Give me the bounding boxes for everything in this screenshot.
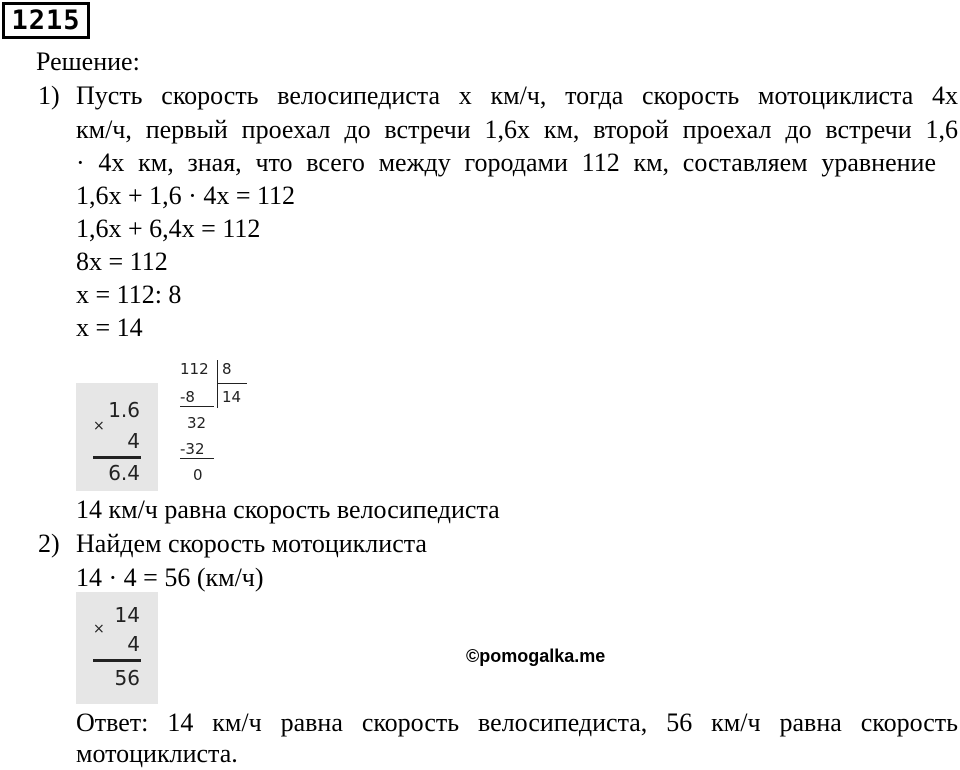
division-vertical-line: [217, 360, 218, 408]
equation-line: 1,6х + 1,6 · 4х = 112: [76, 181, 296, 210]
equation-line: х = 112: 8: [76, 280, 182, 309]
step1-marker: 1): [38, 81, 60, 110]
division-horizontal-line: [217, 383, 247, 384]
remainder: 32: [187, 414, 207, 432]
multiplication-block: [76, 592, 158, 704]
divisor: 8: [222, 360, 232, 378]
step1-paragraph-line: км/ч, первый проехал до встречи 1,6х км, второй проехал до встречи 1,6: [76, 115, 958, 144]
multiply-sign: ×: [93, 418, 105, 434]
step2-equation: 14 · 4 = 56 (км/ч): [76, 563, 264, 592]
quotient: 14: [222, 388, 242, 406]
remainder: 0: [193, 466, 203, 484]
dividend: 112: [180, 360, 209, 378]
multiplier: 4: [127, 632, 140, 656]
multiplication-block: [76, 383, 158, 491]
multiplicand: 1.6: [108, 398, 140, 422]
multiplier: 4: [127, 429, 140, 453]
problem-number: 1215: [11, 5, 81, 36]
subtrahend: -8: [180, 388, 214, 407]
step1-paragraph-line: · 4х км, зная, что всего между городами 112 км, составляем уравнение: [76, 148, 936, 177]
subtrahend: -32: [180, 440, 214, 459]
answer-line: мотоциклиста.: [76, 739, 238, 768]
result-line: [93, 659, 141, 662]
answer-line: Ответ: 14 км/ч равна скорость велосипедиста, 56 км/ч равна скорость: [76, 708, 958, 737]
step2-marker: 2): [38, 529, 60, 558]
product: 56: [114, 666, 140, 690]
watermark: ©pomogalka.me: [466, 646, 606, 666]
equation-line: х = 14: [76, 313, 143, 342]
step1-conclusion: 14 км/ч равна скорость велосипедиста: [76, 495, 500, 524]
equation-line: 1,6х + 6,4х = 112: [76, 214, 261, 243]
solution-heading: Решение:: [36, 47, 140, 76]
product: 6.4: [108, 461, 140, 485]
multiplicand: 14: [114, 603, 140, 627]
equation-line: 8х = 112: [76, 247, 168, 276]
multiply-sign: ×: [93, 621, 105, 637]
result-line: [93, 456, 141, 459]
problem-number-box: [2, 2, 90, 39]
step2-title: Найдем скорость мотоциклиста: [76, 529, 427, 558]
step1-paragraph-line: Пусть скорость велосипедиста х км/ч, тогда скорость мотоциклиста 4х: [76, 81, 958, 110]
